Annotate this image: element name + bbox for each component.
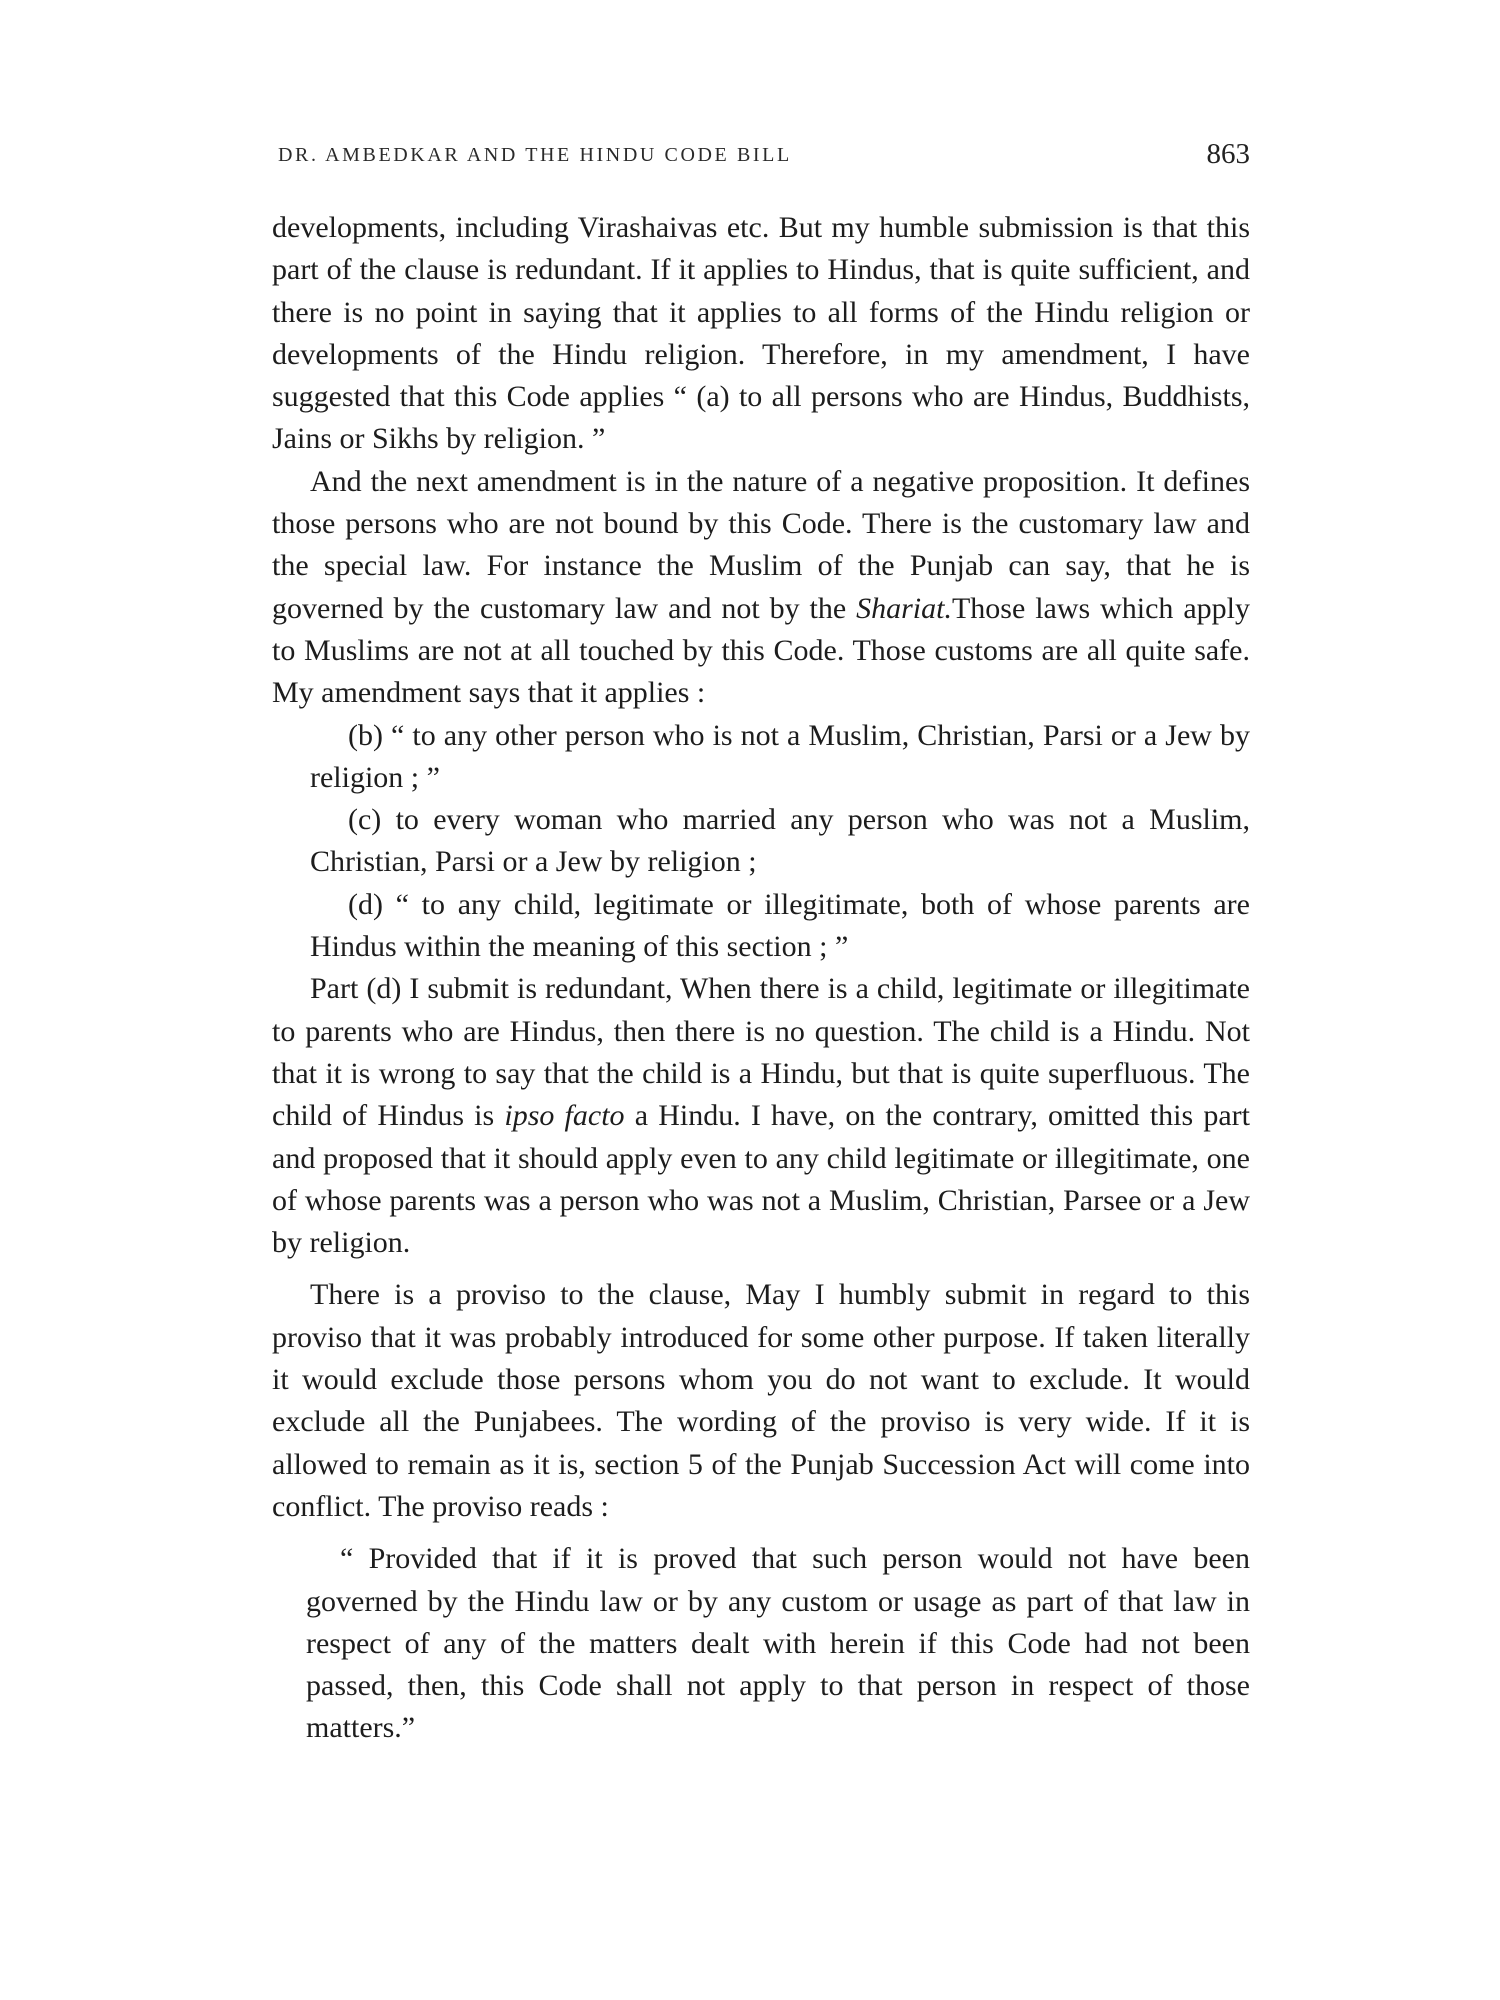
quoted-proviso: “ Provided that if it is proved that such person would not have been governed by the Hindu law or by any custom or usage as part of that law in respect of any of the matters dealt with herein if this Code had not been passed, then, this Code shall not apply to that person in respect of those matters.” [306,1542,1250,1745]
paragraph-text: Part (d) I submit is redundant, When there is a child, legitimate or illegitimate to parents who are Hindus, then there is no question. The child is a Hindu. Not that it is wrong to say that the child is a Hindu, but that is quite superfluous. The child of Hindus is [272,972,1250,1133]
paragraph-part-d [272,968,1250,1264]
paragraph-proviso: There is a proviso to the clause, May I humbly submit in regard to this proviso that it was probably introduced for some other purpose. If taken literally it would exclude those persons whom you do not want to exclude. It would exclude all the Punjabees. The wording of the proviso is very wide. If it is allowed to remain as it is, section 5 of the Punjab Succession Act will come into conflict. The proviso reads : [272,1278,1250,1523]
paragraph-continued: developments, including Virashaivas etc. But my humble submission is that this part of the clause is redundant. If it applies to Hindus, that is quite sufficient, and there is no point in saying that it applies to all forms of the Hindu religion or developments of the Hindu religion. Therefore, in my amendment, I have suggested that this Code applies “ (a) to all persons who are Hindus, Buddhists, Jains or Sikhs by religion. ” [272,211,1250,456]
page-body [272,207,1250,1750]
italic-term-ipso-facto: ipso facto [504,1099,625,1133]
running-title: DR. AMBEDKAR AND THE HINDU CODE BILL [278,144,792,166]
page-number: 863 [1206,138,1250,170]
list-item-c: (c) to every woman who married any person who was not a Muslim, Christian, Parsi or a Jew by religion ; [310,803,1250,879]
list-item-b: (b) “ to any other person who is not a Muslim, Christian, Parsi or a Jew by religion ; ” [310,718,1250,794]
paragraph-text: Those laws which apply to Muslims are not at all touched by this Code. Those customs are all quite safe. My amendment says that it applies : [272,591,1250,710]
italic-term-shariat: Shariat. [856,591,952,625]
running-head [278,138,1250,178]
paragraph-text: And the next amendment is in the nature of a negative proposition. It defines those persons who are not bound by this Code. There is the customary law and the special law. For instance the Muslim of the Punjab can say, that he is governed by the customary law and not by the [272,464,1250,625]
paragraph-text: a Hindu. I have, on the contrary, omitted this part and proposed that it should apply even to any child legitimate or illegitimate, one of whose parents was a person who was not a Muslim, Christian, Parsee or a Jew by religion. [272,1099,1250,1260]
paragraph-negative-proposition [272,461,1250,715]
list-item-d: (d) “ to any child, legitimate or illegitimate, both of whose parents are Hindus within the meaning of this section ; ” [310,887,1250,964]
